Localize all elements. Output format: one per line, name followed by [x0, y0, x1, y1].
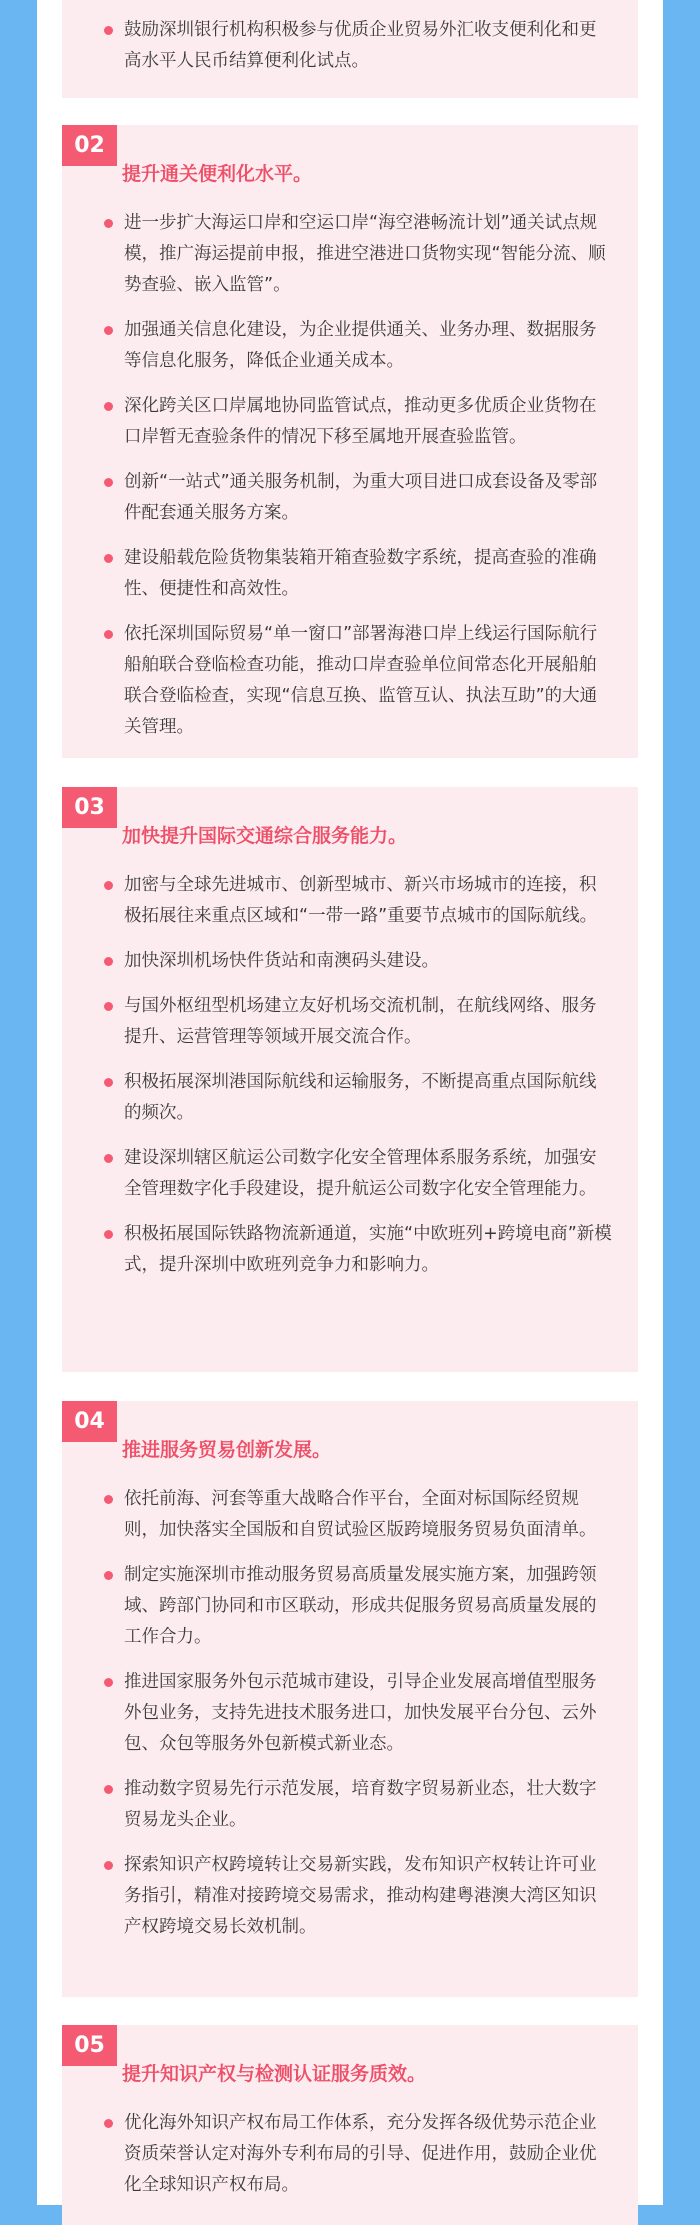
- list-item: [102, 1484, 612, 1546]
- section-title: 推进服务贸易创新发展。: [122, 1439, 332, 1461]
- bullet-icon: [104, 957, 113, 966]
- section-number-badge: 03: [62, 787, 117, 828]
- bullet-icon: [104, 2119, 113, 2128]
- list-item: [102, 1850, 612, 1943]
- bullet-icon: [104, 1230, 113, 1239]
- list-item-text: 积极拓展国际铁路物流新通道，实施“中欧班列+跨境电商”新模式，提升深圳中欧班列竞争力和影响力。: [124, 1224, 612, 1275]
- list-item: [102, 870, 612, 932]
- list-item-text: 创新“一站式”通关服务机制，为重大项目进口成套设备及零部件配套通关服务方案。: [124, 472, 598, 523]
- list-item: [102, 1560, 612, 1653]
- bullet-icon: [104, 554, 113, 563]
- list-item-text: 制定实施深圳市推动服务贸易高质量发展实施方案，加强跨领域、跨部门协同和市区联动，形成共促服务贸易高质量发展的工作合力。: [124, 1565, 597, 1647]
- list-item: [102, 208, 612, 301]
- bullet-icon: [104, 1154, 113, 1163]
- list-item-text: 鼓励深圳银行机构积极参与优质企业贸易外汇收支便利化和更高水平人民币结算便利化试点。: [124, 20, 597, 71]
- list-item-text: 深化跨关区口岸属地协同监管试点，推动更多优质企业货物在口岸暂无查验条件的情况下移至属地开展查验监管。: [124, 396, 597, 447]
- list-item: [102, 315, 612, 377]
- list-item-text: 依托深圳国际贸易“单一窗口”部署海港口岸上线运行国际航行船舶联合登临检查功能，推动口岸查验单位间常态化开展船舶联合登临检查，实现“信息互换、监管互认、执法互助”的大通关管理。: [124, 624, 598, 737]
- list-item-text: 依托前海、河套等重大战略合作平台，全面对标国际经贸规则，加快落实全国版和自贸试验区版跨境服务贸易负面清单。: [124, 1489, 597, 1540]
- list-item-text: 加密与全球先进城市、创新型城市、新兴市场城市的连接，积极拓展往来重点区域和“一带一路”重要节点城市的国际航线。: [124, 875, 598, 926]
- list-item-text: 与国外枢纽型机场建立友好机场交流机制，在航线网络、服务提升、运营管理等领域开展交流合作。: [124, 996, 597, 1047]
- bullet-icon: [104, 1861, 113, 1870]
- list-item-text: 加快深圳机场快件货站和南澳码头建设。: [124, 951, 439, 971]
- item-list: [102, 2108, 612, 2215]
- bullet-icon: [104, 326, 113, 335]
- item-list: [102, 0, 612, 91]
- list-item-text: 优化海外知识产权布局工作体系，充分发挥各级优势示范企业资质荣誉认定对海外专利布局的引导、促进作用，鼓励企业优化全球知识产权布局。: [124, 2113, 597, 2195]
- section-number-badge: 04: [62, 1401, 117, 1442]
- list-item: [102, 1067, 612, 1129]
- section-card-05: [62, 2025, 638, 2225]
- list-item: [102, 1143, 612, 1205]
- list-item: [102, 15, 612, 77]
- section-card-02: [62, 125, 638, 758]
- section-number-badge: 05: [62, 2025, 117, 2066]
- section-title: 提升知识产权与检测认证服务质效。: [122, 2063, 427, 2085]
- section-title: 加快提升国际交通综合服务能力。: [122, 825, 408, 847]
- list-item-text: 推动数字贸易先行示范发展，培育数字贸易新业态，壮大数字贸易龙头企业。: [124, 1779, 597, 1830]
- bullet-icon: [104, 402, 113, 411]
- section-card-04: [62, 1401, 638, 1997]
- list-item-text: 积极拓展深圳港国际航线和运输服务，不断提高重点国际航线的频次。: [124, 1072, 597, 1123]
- bullet-icon: [104, 1002, 113, 1011]
- bullet-icon: [104, 881, 113, 890]
- item-list: [102, 870, 612, 1295]
- list-item-text: 建设深圳辖区航运公司数字化安全管理体系服务系统，加强安全管理数字化手段建设，提升航运公司数字化安全管理能力。: [124, 1148, 597, 1199]
- section-title: 提升通关便利化水平。: [122, 163, 313, 185]
- list-item: [102, 991, 612, 1053]
- item-list: [102, 208, 612, 757]
- bullet-icon: [104, 1785, 113, 1794]
- section-number-badge: 02: [62, 125, 117, 166]
- list-item: [102, 1219, 612, 1281]
- bullet-icon: [104, 478, 113, 487]
- list-item: [102, 0, 612, 1]
- bullet-icon: [104, 630, 113, 639]
- list-item-text: 探索知识产权跨境转让交易新实践，发布知识产权转让许可业务指引，精准对接跨境交易需求，推动构建粤港澳大湾区知识产权跨境交易长效机制。: [124, 1855, 597, 1937]
- bullet-icon: [104, 219, 113, 228]
- bullet-icon: [104, 1078, 113, 1087]
- bullet-icon: [104, 1495, 113, 1504]
- list-item: [102, 946, 612, 977]
- section-card-03: [62, 787, 638, 1372]
- bullet-icon: [104, 1571, 113, 1580]
- list-item: [102, 467, 612, 529]
- section-card-01-partial: [62, 0, 638, 98]
- item-list: [102, 1484, 612, 1957]
- list-item: [102, 2108, 612, 2201]
- list-item: [102, 1667, 612, 1760]
- list-item-text: 加强通关信息化建设，为企业提供通关、业务办理、数据服务等信息化服务，降低企业通关成本。: [124, 320, 597, 371]
- list-item: [102, 543, 612, 605]
- bullet-icon: [104, 26, 113, 35]
- list-item-text: 推进国家服务外包示范城市建设，引导企业发展高增值型服务外包业务，支持先进技术服务进口，加快发展平台分包、云外包、众包等服务外包新模式新业态。: [124, 1672, 597, 1754]
- list-item-text: 建设船载危险货物集装箱开箱查验数字系统，提高查验的准确性、便捷性和高效性。: [124, 548, 597, 599]
- list-item: [102, 619, 612, 743]
- list-item: [102, 391, 612, 453]
- list-item: [102, 1774, 612, 1836]
- bullet-icon: [104, 1678, 113, 1687]
- list-item-text: 进一步扩大海运口岸和空运口岸“海空港畅流计划”通关试点规模，推广海运提前申报，推进空港进口货物实现“智能分流、顺势查验、嵌入监管”。: [124, 213, 606, 295]
